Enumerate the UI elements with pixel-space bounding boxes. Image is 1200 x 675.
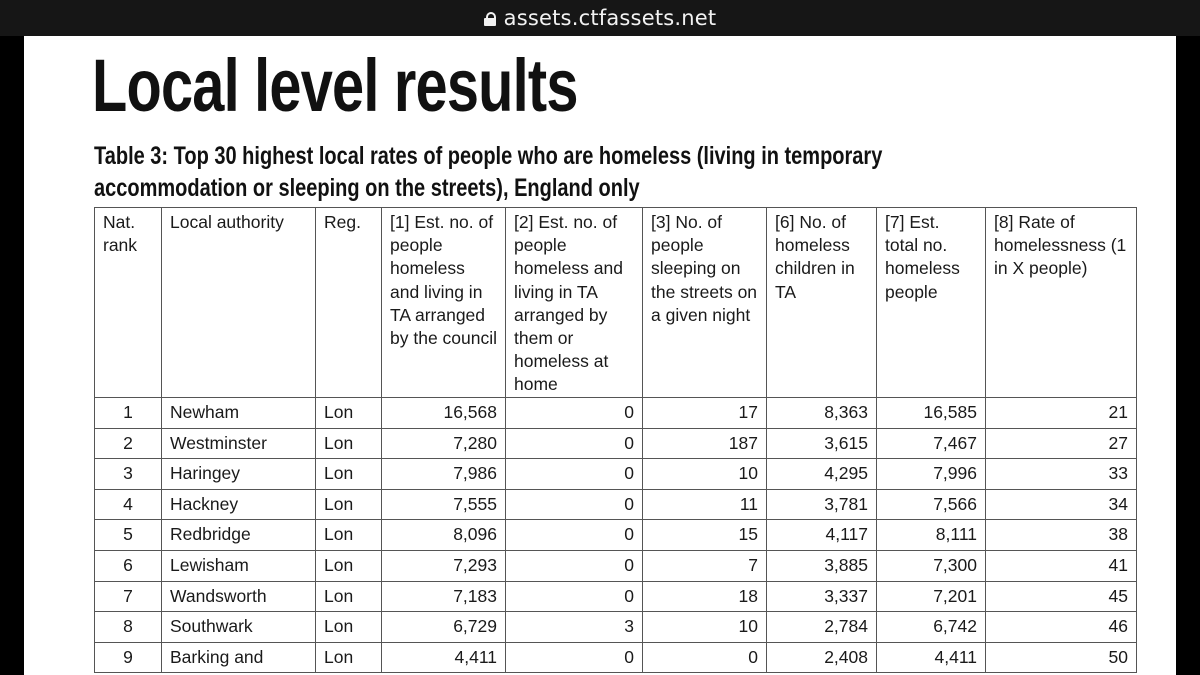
cell-children-ta: 3,885 xyxy=(767,550,877,581)
cell-rank: 7 xyxy=(95,581,162,612)
cell-rough-sleepers: 17 xyxy=(643,398,767,429)
cell-rank: 6 xyxy=(95,550,162,581)
cell-rate: 21 xyxy=(986,398,1137,429)
cell-ta-self: 0 xyxy=(506,581,643,612)
cell-region: Lon xyxy=(316,398,382,429)
cell-local-authority: Haringey xyxy=(162,459,316,490)
table-row xyxy=(95,581,1137,612)
cell-rough-sleepers: 18 xyxy=(643,581,767,612)
cell-rough-sleepers: 0 xyxy=(643,642,767,673)
lock-icon xyxy=(484,12,496,26)
cell-local-authority: Redbridge xyxy=(162,520,316,551)
cell-children-ta: 3,615 xyxy=(767,428,877,459)
browser-address-bar[interactable] xyxy=(0,0,1200,36)
cell-region: Lon xyxy=(316,520,382,551)
cell-region: Lon xyxy=(316,550,382,581)
cell-children-ta: 4,295 xyxy=(767,459,877,490)
table-row xyxy=(95,520,1137,551)
cell-rank: 1 xyxy=(95,398,162,429)
cell-children-ta: 3,337 xyxy=(767,581,877,612)
cell-children-ta: 2,408 xyxy=(767,642,877,673)
cell-ta-council: 7,555 xyxy=(382,489,506,520)
cell-rate: 45 xyxy=(986,581,1137,612)
cell-rough-sleepers: 11 xyxy=(643,489,767,520)
cell-ta-self: 0 xyxy=(506,489,643,520)
cell-ta-self: 3 xyxy=(506,612,643,643)
cell-region: Lon xyxy=(316,642,382,673)
cell-region: Lon xyxy=(316,612,382,643)
cell-ta-council: 7,293 xyxy=(382,550,506,581)
cell-total-homeless: 4,411 xyxy=(877,642,986,673)
table-row xyxy=(95,550,1137,581)
cell-rank: 4 xyxy=(95,489,162,520)
cell-ta-self: 0 xyxy=(506,520,643,551)
table-row xyxy=(95,428,1137,459)
cell-region: Lon xyxy=(316,581,382,612)
table-header-row xyxy=(95,208,1137,398)
column-header-region: Reg. xyxy=(316,208,382,398)
column-header-ta-council: [1] Est. no. of people homeless and living in TA arranged by the council xyxy=(382,208,506,398)
cell-rough-sleepers: 10 xyxy=(643,612,767,643)
cell-region: Lon xyxy=(316,459,382,490)
cell-rate: 41 xyxy=(986,550,1137,581)
cell-rank: 3 xyxy=(95,459,162,490)
cell-rough-sleepers: 10 xyxy=(643,459,767,490)
table-row xyxy=(95,459,1137,490)
column-header-children-ta: [6] No. of homeless children in TA xyxy=(767,208,877,398)
cell-children-ta: 3,781 xyxy=(767,489,877,520)
cell-ta-council: 4,411 xyxy=(382,642,506,673)
page-title: Local level results xyxy=(92,44,578,127)
table-caption: Table 3: Top 30 highest local rates of people who are homeless (living in temporary accommodation or sleeping on the streets), England only xyxy=(94,142,883,202)
column-header-ta-self: [2] Est. no. of people homeless and living in TA arranged by them or homeless at home xyxy=(506,208,643,398)
cell-ta-self: 0 xyxy=(506,459,643,490)
cell-ta-self: 0 xyxy=(506,428,643,459)
cell-children-ta: 2,784 xyxy=(767,612,877,643)
cell-ta-council: 8,096 xyxy=(382,520,506,551)
cell-children-ta: 4,117 xyxy=(767,520,877,551)
table-row xyxy=(95,612,1137,643)
cell-ta-council: 16,568 xyxy=(382,398,506,429)
homelessness-table xyxy=(94,207,1137,673)
cell-ta-council: 7,986 xyxy=(382,459,506,490)
table-row xyxy=(95,642,1137,673)
table-row xyxy=(95,489,1137,520)
cell-local-authority: Wandsworth xyxy=(162,581,316,612)
cell-ta-council: 7,280 xyxy=(382,428,506,459)
cell-local-authority: Newham xyxy=(162,398,316,429)
cell-rank: 5 xyxy=(95,520,162,551)
cell-ta-council: 7,183 xyxy=(382,581,506,612)
column-header-rough-sleepers: [3] No. of people sleeping on the streets on a given night xyxy=(643,208,767,398)
cell-rate: 38 xyxy=(986,520,1137,551)
cell-total-homeless: 7,467 xyxy=(877,428,986,459)
cell-rough-sleepers: 7 xyxy=(643,550,767,581)
cell-total-homeless: 7,566 xyxy=(877,489,986,520)
cell-total-homeless: 7,201 xyxy=(877,581,986,612)
cell-rate: 27 xyxy=(986,428,1137,459)
cell-local-authority: Hackney xyxy=(162,489,316,520)
url-text: assets.ctfassets.net xyxy=(503,6,717,30)
cell-total-homeless: 16,585 xyxy=(877,398,986,429)
cell-total-homeless: 8,111 xyxy=(877,520,986,551)
cell-total-homeless: 7,996 xyxy=(877,459,986,490)
cell-rate: 46 xyxy=(986,612,1137,643)
cell-ta-self: 0 xyxy=(506,550,643,581)
cell-rate: 34 xyxy=(986,489,1137,520)
url-display[interactable] xyxy=(0,0,1200,36)
cell-children-ta: 8,363 xyxy=(767,398,877,429)
cell-local-authority: Westminster xyxy=(162,428,316,459)
table-row xyxy=(95,398,1137,429)
cell-rank: 8 xyxy=(95,612,162,643)
cell-ta-self: 0 xyxy=(506,398,643,429)
cell-region: Lon xyxy=(316,428,382,459)
cell-rate: 33 xyxy=(986,459,1137,490)
cell-local-authority: Lewisham xyxy=(162,550,316,581)
column-header-total-homeless: [7] Est. total no. homeless people xyxy=(877,208,986,398)
cell-region: Lon xyxy=(316,489,382,520)
cell-rate: 50 xyxy=(986,642,1137,673)
cell-rank: 9 xyxy=(95,642,162,673)
column-header-rate: [8] Rate of homelessness (1 in X people) xyxy=(986,208,1137,398)
column-header-rank: Nat. rank xyxy=(95,208,162,398)
cell-ta-council: 6,729 xyxy=(382,612,506,643)
cell-total-homeless: 6,742 xyxy=(877,612,986,643)
cell-rank: 2 xyxy=(95,428,162,459)
cell-rough-sleepers: 187 xyxy=(643,428,767,459)
cell-local-authority: Barking and xyxy=(162,642,316,673)
cell-local-authority: Southwark xyxy=(162,612,316,643)
column-header-local-authority: Local authority xyxy=(162,208,316,398)
document-page xyxy=(24,36,1176,675)
cell-rough-sleepers: 15 xyxy=(643,520,767,551)
cell-ta-self: 0 xyxy=(506,642,643,673)
cell-total-homeless: 7,300 xyxy=(877,550,986,581)
